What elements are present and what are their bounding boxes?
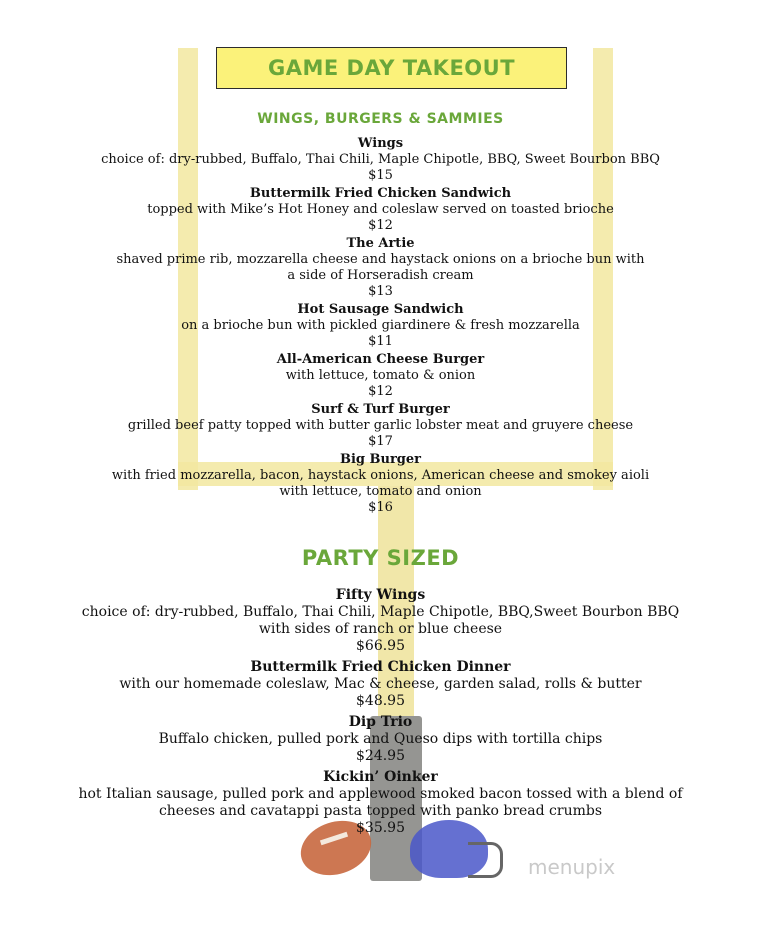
menu-item-description: topped with Mike’s Hot Honey and coleslaw served on toasted brioche: [147, 202, 614, 217]
menu-item: [0, 352, 761, 400]
menu-item-price: $48.95: [356, 693, 405, 709]
menu-item-description: grilled beef patty topped with butter garlic lobster meat and gruyere cheese: [127, 418, 634, 433]
menu-item: [0, 186, 761, 234]
menu-item: [0, 136, 761, 184]
menu-item-description: with lettuce, tomato and onion: [279, 484, 482, 499]
watermark-logo: menupix: [528, 855, 616, 879]
menu-item-price: $24.95: [356, 748, 405, 764]
helmet-facemask-icon: [468, 842, 503, 878]
menu-item-name: Buttermilk Fried Chicken Sandwich: [249, 186, 512, 201]
menu-item: [0, 713, 761, 765]
menu-item-description: hot Italian sausage, pulled pork and applewood smoked bacon tossed with a blend of: [78, 786, 683, 802]
menu-item-name: The Artie: [346, 236, 415, 251]
section-heading-wings-burgers: WINGS, BURGERS & SAMMIES: [257, 111, 504, 127]
menu-item-price: $16: [368, 500, 393, 515]
menu-item: [0, 452, 761, 516]
menu-item-name: Fifty Wings: [335, 587, 426, 603]
menu-item-price: $35.95: [356, 820, 405, 836]
menu-item-name: Hot Sausage Sandwich: [297, 302, 464, 317]
menu-item-name: Buttermilk Fried Chicken Dinner: [250, 659, 511, 675]
menu-item-name: Big Burger: [339, 452, 422, 467]
menu-item-description: on a brioche bun with pickled giardinere & fresh mozzarella: [181, 318, 580, 333]
menu-item-price: $66.95: [356, 638, 405, 654]
section-items-party-sized: [0, 586, 761, 840]
menu-item-name: Surf & Turf Burger: [311, 402, 450, 417]
menu-item-description: a side of Horseradish cream: [287, 268, 474, 283]
menu-item-price: $17: [368, 434, 393, 449]
menu-item-name: All-American Cheese Burger: [276, 352, 485, 367]
menu-item-price: $13: [368, 284, 393, 299]
menu-item: [0, 302, 761, 350]
menu-item-description: choice of: dry-rubbed, Buffalo, Thai Chili, Maple Chipotle, BBQ,Sweet Bourbon BBQ: [81, 604, 680, 620]
menu-item-name: Kickin’ Oinker: [323, 769, 438, 785]
menu-title-banner: [216, 47, 567, 89]
menu-item-description: shaved prime rib, mozzarella cheese and haystack onions on a brioche bun with: [116, 252, 645, 267]
menu-item: [0, 768, 761, 837]
menu-item-description: with our homemade coleslaw, Mac & cheese, garden salad, rolls & butter: [119, 676, 642, 692]
menu-item-name: Dip Trio: [348, 714, 413, 730]
menu-item-price: $12: [368, 218, 393, 233]
menu-item: [0, 586, 761, 655]
section-heading-party-sized: PARTY SIZED: [301, 546, 460, 570]
menu-item-description: cheeses and cavatappi pasta topped with panko bread crumbs: [158, 803, 603, 819]
menu-item-description: Buffalo chicken, pulled pork and Queso dips with tortilla chips: [158, 731, 603, 747]
menu-item-description: with sides of ranch or blue cheese: [258, 621, 503, 637]
menu-item-price: $15: [368, 168, 393, 183]
menu-title: GAME DAY TAKEOUT: [267, 56, 516, 80]
section-items-wings-burgers: [0, 136, 761, 518]
menu-item-description: with lettuce, tomato & onion: [285, 368, 476, 383]
menu-item-name: Wings: [357, 136, 404, 151]
menu-item-description: with fried mozzarella, bacon, haystack onions, American cheese and smokey aioli: [111, 468, 650, 483]
menu-item-price: $11: [368, 334, 393, 349]
menu-item: [0, 402, 761, 450]
menu-item-price: $12: [368, 384, 393, 399]
menu-item: [0, 236, 761, 300]
menu-item: [0, 658, 761, 710]
menu-item-description: choice of: dry-rubbed, Buffalo, Thai Chili, Maple Chipotle, BBQ, Sweet Bourbon BBQ: [101, 152, 660, 167]
